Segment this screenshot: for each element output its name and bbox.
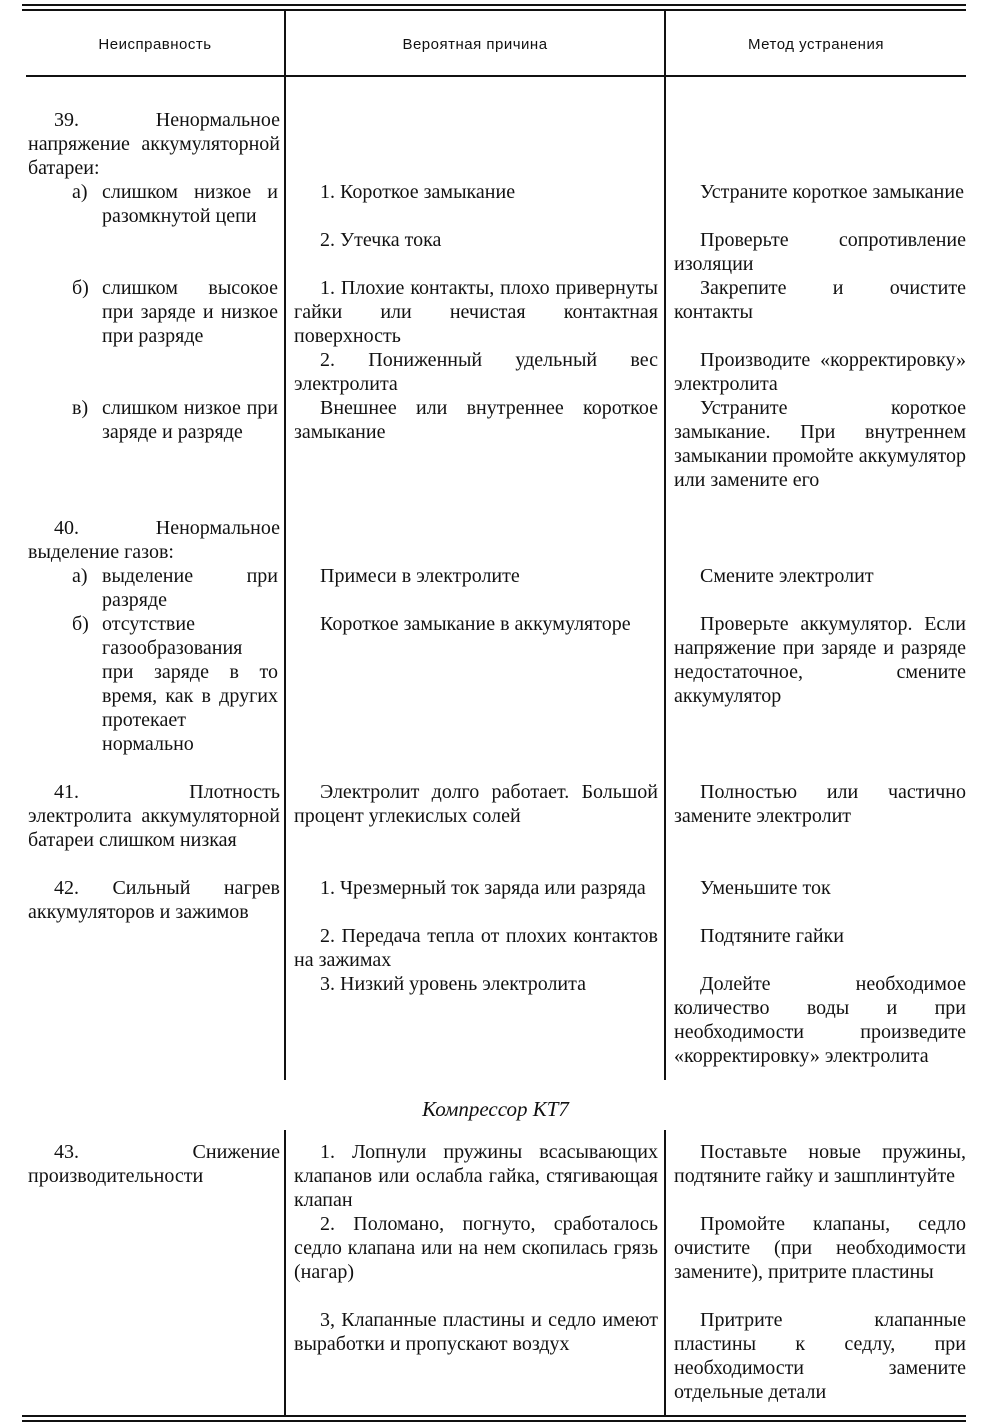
cause-39b-2: 2. Пониженный удельный вес электролита bbox=[294, 349, 658, 395]
fault-40a-text: выделение при разряде bbox=[102, 565, 278, 611]
cause-43-3: 3, Клапанные пластины и седло имеют выработки и пропускают воздух bbox=[294, 1309, 658, 1355]
cause-42-2: 2. Передача тепла от плохих контактов на зажимах bbox=[294, 925, 658, 971]
remedy-39a-2: Проверьте сопротивление изоляции bbox=[674, 229, 966, 275]
fault-39a-text: слишком низкое и разомкнутой цепи bbox=[102, 181, 278, 227]
column-divider-2 bbox=[664, 10, 666, 1080]
cause-43-1: 1. Лопнули пружины всасывающих клапанов или ослабла гайка, стягивающая клапан bbox=[294, 1141, 658, 1211]
remedy-39a-1: Устраните короткое замыкание bbox=[700, 181, 964, 203]
remedy-42-3: Долейте необходимое количество воды и при необходимости произведите «корректировку» электролита bbox=[674, 973, 966, 1067]
header-remedy: Метод устранения bbox=[748, 35, 884, 53]
top-double-rule-1 bbox=[22, 4, 966, 6]
cause-39a-2: 2. Утечка тока bbox=[320, 229, 442, 251]
fault-40b-text: отсутствие газообразования при заряде в то время, как в других протекает нормально bbox=[102, 613, 278, 755]
remedy-39b-1: Закрепите и очистите контакты bbox=[674, 277, 966, 323]
cause-39b-1: 1. Плохие контакты, плохо привернуты гайки или нечистая контактная поверхность bbox=[294, 277, 658, 347]
cause-40b: Короткое замыкание в аккумуляторе bbox=[320, 613, 631, 635]
fault-40b-label: б) bbox=[72, 613, 89, 635]
cause-39c: Внешнее или внутреннее короткое замыкание bbox=[294, 397, 658, 443]
header-bottom-rule bbox=[26, 75, 966, 77]
header-fault: Неисправность bbox=[98, 35, 212, 53]
fault-39b-text: слишком высокое при заряде и низкое при разряде bbox=[102, 277, 278, 347]
fault-40-title: 40. Ненормальное выделение газов: bbox=[28, 517, 280, 563]
fault-41: 41. Плотность электролита аккумуляторной батареи слишком низкая bbox=[28, 781, 280, 851]
remedy-42-2: Подтяните гайки bbox=[700, 925, 844, 947]
bottom-double-rule-2 bbox=[22, 1420, 966, 1422]
remedy-43-3: Притрите клапанные пластины к седлу, при необходимости замените отдельные детали bbox=[674, 1309, 966, 1403]
cause-43-2: 2. Поломано, погнуто, сработалось седло клапана или на нем скопилась грязь (нагар) bbox=[294, 1213, 658, 1283]
remedy-40a: Смените электролит bbox=[700, 565, 874, 587]
fault-39-title: 39. Ненормальное напряжение аккумуляторной батареи: bbox=[28, 109, 280, 179]
fault-39a-label: а) bbox=[72, 181, 88, 203]
fault-43: 43. Снижение производительности bbox=[28, 1141, 280, 1187]
top-double-rule-2 bbox=[22, 9, 966, 11]
header-cause: Вероятная причина bbox=[402, 35, 548, 53]
remedy-40b: Проверьте аккумулятор. Если напряжение при заряде и разряде недостаточное, смените аккумулятор bbox=[674, 613, 966, 707]
remedy-39b-2: Производите «корректировку» электролита bbox=[674, 349, 966, 395]
cause-41: Электролит долго работает. Большой процент углекислых солей bbox=[294, 781, 658, 827]
remedy-43-1: Поставьте новые пружины, подтяните гайку и зашплинтуйте bbox=[674, 1141, 966, 1187]
fault-39c-label: в) bbox=[72, 397, 89, 419]
fault-40a-label: а) bbox=[72, 565, 88, 587]
remedy-43-2: Промойте клапаны, седло очистите (при необходимости замените), притрите пластины bbox=[674, 1213, 966, 1283]
section-title: Компрессор КТ7 bbox=[422, 1097, 569, 1121]
column-divider-2-lower bbox=[664, 1130, 666, 1415]
column-divider-1-lower bbox=[284, 1130, 286, 1415]
bottom-double-rule-1 bbox=[22, 1415, 966, 1417]
cause-42-1: 1. Чрезмерный ток заряда или разряда bbox=[320, 877, 646, 899]
cause-42-3: 3. Низкий уровень электролита bbox=[320, 973, 586, 995]
remedy-39c: Устраните короткое замыкание. При внутреннем замыкании промойте аккумулятор или замените его bbox=[674, 397, 966, 491]
cause-39a-1: 1. Короткое замыкание bbox=[320, 181, 516, 203]
fault-39b-label: б) bbox=[72, 277, 89, 299]
cause-40a: Примеси в электролите bbox=[320, 565, 520, 587]
remedy-41: Полностью или частично замените электролит bbox=[674, 781, 966, 827]
column-divider-1 bbox=[284, 10, 286, 1080]
fault-39c-text: слишком низкое при заряде и разряде bbox=[102, 397, 278, 443]
fault-42: 42. Сильный нагрев аккумуляторов и зажимов bbox=[28, 877, 280, 923]
remedy-42-1: Уменьшите ток bbox=[700, 877, 831, 899]
